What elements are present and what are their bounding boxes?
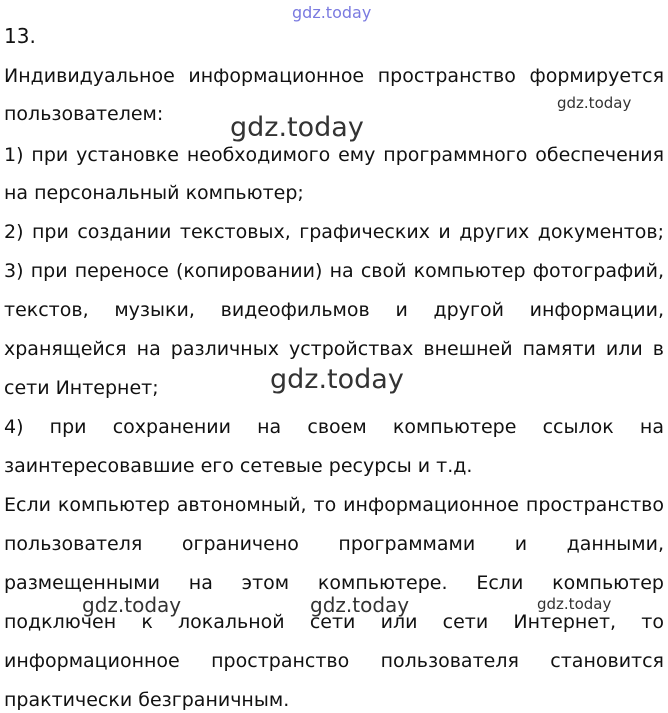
text-line-7: текстов, музыки, видеофильмов и другой информации, <box>4 299 664 321</box>
text-line-15: подключен к локальной сети или сети Интернет, то <box>4 611 664 633</box>
watermark-lower-center: gdz.today <box>310 593 410 617</box>
watermark-top: gdz.today <box>292 3 372 22</box>
watermark-right-top: gdz.today <box>557 94 632 112</box>
text-line-9: сети Интернет; <box>4 377 159 399</box>
text-line-3: 1) при установке необходимого ему программного обеспечения <box>4 144 664 166</box>
text-line-17: практически безграничным. <box>4 689 290 711</box>
watermark-lower-left: gdz.today <box>82 593 182 617</box>
text-line-14: размещенными на этом компьютере. Если компьютер <box>4 572 664 594</box>
watermark-upper-center: gdz.today <box>230 112 364 143</box>
task-number: 13. <box>4 24 36 48</box>
text-line-13: пользователя ограничено программами и данными, <box>4 533 664 555</box>
text-line-1: Индивидуальное информационное пространство формируется <box>4 65 664 87</box>
text-line-2: пользователем: <box>4 103 164 125</box>
text-line-8: хранящейся на различных устройствах внешней памяти или в <box>4 338 664 360</box>
text-line-16: информационное пространство пользователя становится <box>4 650 664 672</box>
text-line-5: 2) при создании текстовых, графических и других документов; <box>4 221 664 243</box>
watermark-center: gdz.today <box>270 364 404 395</box>
text-line-4: на персональный компьютер; <box>4 182 304 204</box>
text-line-6: 3) при переносе (копировании) на свой компьютер фотографий, <box>4 260 664 282</box>
watermark-lower-right: gdz.today <box>537 595 612 613</box>
text-line-11: заинтересовавшие его сетевые ресурсы и т.д. <box>4 455 473 477</box>
text-line-12: Если компьютер автономный, то информационное пространство <box>4 494 664 516</box>
text-line-10: 4) при сохранении на своем компьютере ссылок на <box>4 416 664 438</box>
